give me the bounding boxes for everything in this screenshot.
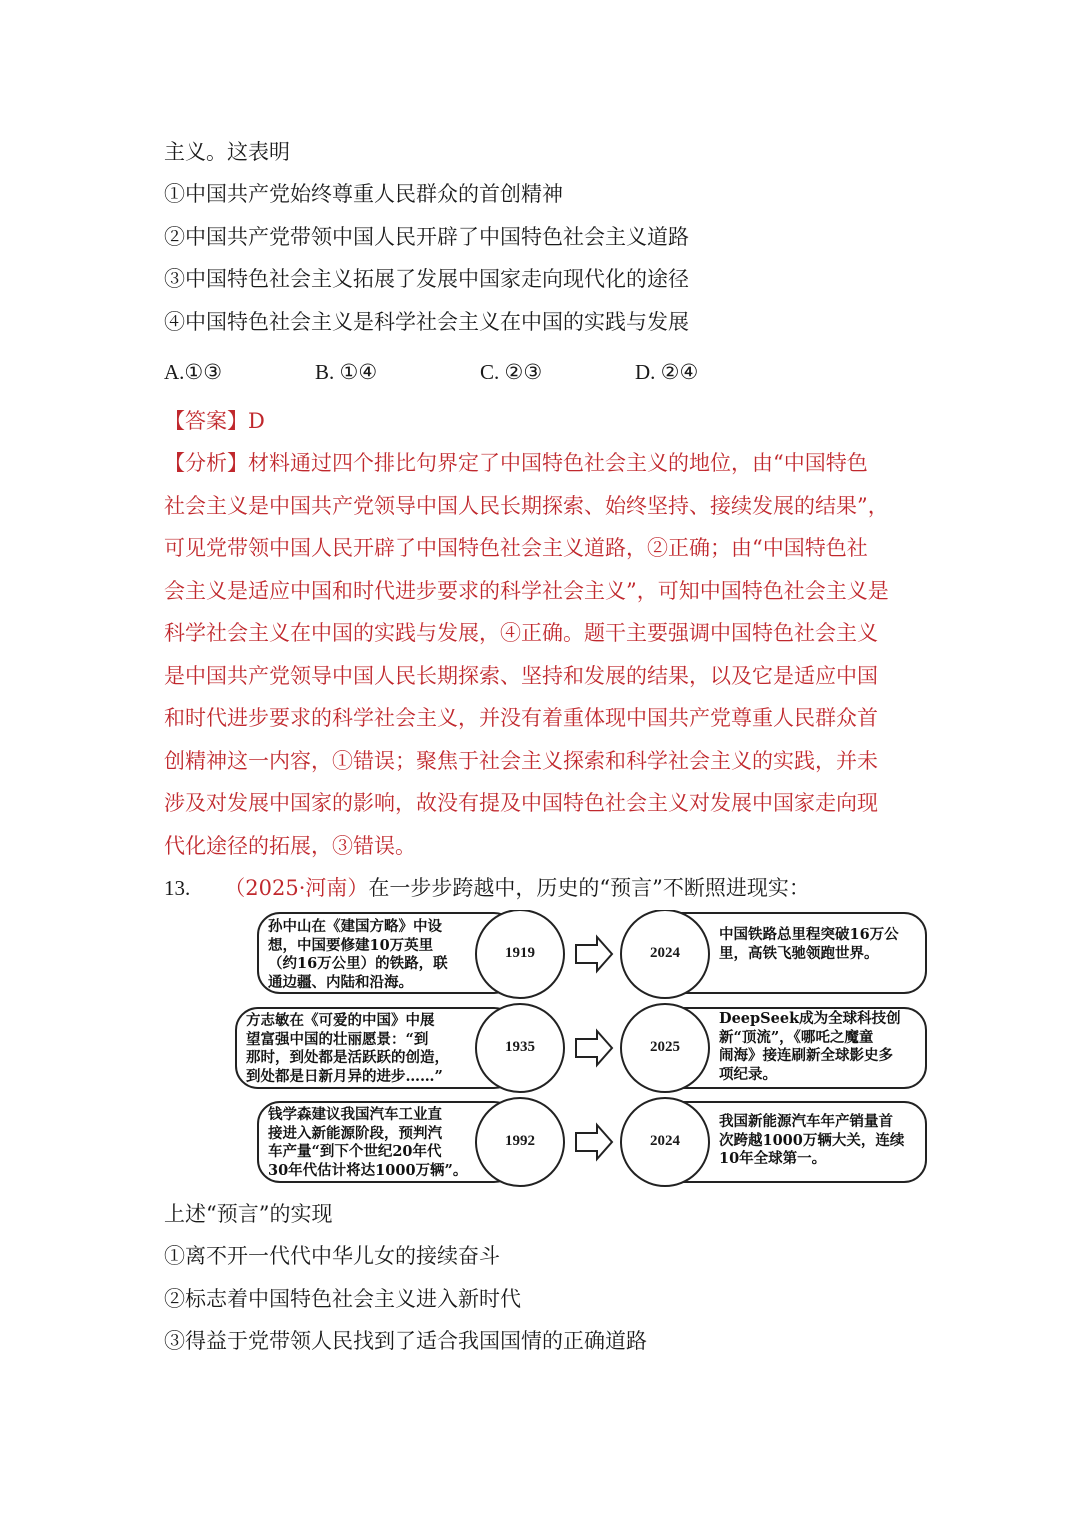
prophecy-line: 30年代估计将达1000万辆”。 xyxy=(268,1161,468,1179)
reality-line: 次跨越1000万辆大关，连续 xyxy=(719,1131,905,1149)
option-c: C. ②③ xyxy=(480,360,543,384)
prophecy-line: 到处都是日新月异的进步……” xyxy=(246,1067,443,1085)
reality-line: 中国铁路总里程突破16万公 xyxy=(719,926,899,943)
year-from: 1992 xyxy=(505,1133,535,1149)
analysis-line: 创精神这一内容，①错误；聚焦于社会主义探索和科学社会主义的实践，并未 xyxy=(164,749,878,773)
reality-line: 我国新能源汽车年产销量首 xyxy=(719,1113,893,1130)
option-a: A.①③ xyxy=(164,360,223,384)
analysis-line: 代化途径的拓展，③错误。 xyxy=(164,834,416,858)
reality-line: DeepSeek成为全球科技创 xyxy=(719,1010,901,1027)
prophecy-line: 想，中国要修建10万英里 xyxy=(268,936,434,954)
year-from: 1919 xyxy=(505,945,535,961)
analysis-line: 和时代进步要求的科学社会主义，并没有着重体现中国共产党尊重人民群众首 xyxy=(164,706,878,730)
reality-text xyxy=(719,1010,919,1084)
statement-3: ③中国特色社会主义拓展了发展中国家走向现代化的途径 xyxy=(164,267,689,291)
reality-line: 项纪录。 xyxy=(719,1065,777,1083)
reality-line: 新“顶流”，《哪吒之魔童 xyxy=(719,1028,874,1046)
question-source: （2025·河南） xyxy=(224,876,369,900)
prophecy-line: 方志敏在《可爱的中国》中展 xyxy=(246,1012,435,1029)
prophecy-line: 那时，到处都是活跃跃的创造， xyxy=(246,1049,449,1066)
statement-4: ④中国特色社会主义是科学社会主义在中国的实践与发展 xyxy=(164,310,689,334)
analysis-line: 会主义是适应中国和时代进步要求的科学社会主义”，可知中国特色社会主义是 xyxy=(164,579,889,603)
year-to: 2025 xyxy=(650,1039,680,1055)
prophecy-line: 钱学森建议我国汽车工业直 xyxy=(268,1106,442,1123)
prophecy-line: 通边疆、内陆和沿海。 xyxy=(268,973,413,991)
prophecy-text xyxy=(268,918,480,992)
year-to: 2024 xyxy=(650,945,680,961)
analysis-line: 社会主义是中国共产党领导中国人民长期探索、始终坚持、接续发展的结果”， xyxy=(164,494,889,518)
statement-2: ②中国共产党带领中国人民开辟了中国特色社会主义道路 xyxy=(164,225,689,249)
option-d: D. ②④ xyxy=(635,360,699,384)
prophecy-text xyxy=(268,1106,480,1180)
arrow-icon xyxy=(576,937,612,971)
reality-text xyxy=(719,1113,919,1169)
statement-13-2: ②标志着中国特色社会主义进入新时代 xyxy=(164,1287,521,1311)
analysis-line: 【分析】材料通过四个排比句界定了中国特色社会主义的地位，由“中国特色 xyxy=(164,451,868,475)
prophecy-line: 孙中山在《建国方略》中设 xyxy=(268,918,442,935)
prophecy-line: 接进入新能源阶段，预判汽 xyxy=(268,1124,442,1142)
arrow-icon xyxy=(576,1125,612,1159)
analysis-line: 可见党带领中国人民开辟了中国特色社会主义道路，②正确；由“中国特色社 xyxy=(164,536,868,560)
followup-stem: 上述“预言”的实现 xyxy=(164,1202,333,1226)
year-from: 1935 xyxy=(505,1039,535,1055)
prophecy-text xyxy=(246,1012,478,1086)
reality-line: 里，高铁飞驰领跑世界。 xyxy=(719,944,879,962)
reality-line: 10年全球第一。 xyxy=(719,1150,827,1167)
statement-13-1: ①离不开一代代中华儿女的接续奋斗 xyxy=(164,1244,500,1268)
reality-text xyxy=(719,926,919,963)
prophecy-line: （约16万公里）的铁路，联 xyxy=(268,955,448,972)
option-b: B. ①④ xyxy=(315,360,378,384)
prophecy-diagram xyxy=(232,910,932,1190)
analysis-line: 涉及对发展中国家的影响，故没有提及中国特色社会主义对发展中国家走向现 xyxy=(164,791,878,815)
question-13-stem xyxy=(164,873,810,903)
arrow-icon xyxy=(576,1031,612,1065)
prophecy-line: 望富强中国的壮丽愿景：“到 xyxy=(246,1030,429,1048)
analysis-line: 是中国共产党领导中国人民长期探索、坚持和发展的结果，以及它是适应中国 xyxy=(164,664,878,688)
analysis-line: 科学社会主义在中国的实践与发展，④正确。题干主要强调中国特色社会主义 xyxy=(164,621,878,645)
prophecy-line: 车产量“到下个世纪20年代 xyxy=(268,1143,442,1160)
statement-13-3: ③得益于党带领人民找到了适合我国国情的正确道路 xyxy=(164,1329,647,1353)
stem-tail: 主义。这表明 xyxy=(164,140,290,164)
question-text: 在一步步跨越中，历史的“预言”不断照进现实： xyxy=(368,876,810,900)
year-to: 2024 xyxy=(650,1133,680,1149)
question-number: 13. xyxy=(164,876,191,900)
answer: 【答案】D xyxy=(164,409,265,433)
statement-1: ①中国共产党始终尊重人民群众的首创精神 xyxy=(164,182,563,206)
answer-options xyxy=(164,360,764,390)
reality-line: 闹海》接连刷新全球影史多 xyxy=(719,1047,893,1064)
